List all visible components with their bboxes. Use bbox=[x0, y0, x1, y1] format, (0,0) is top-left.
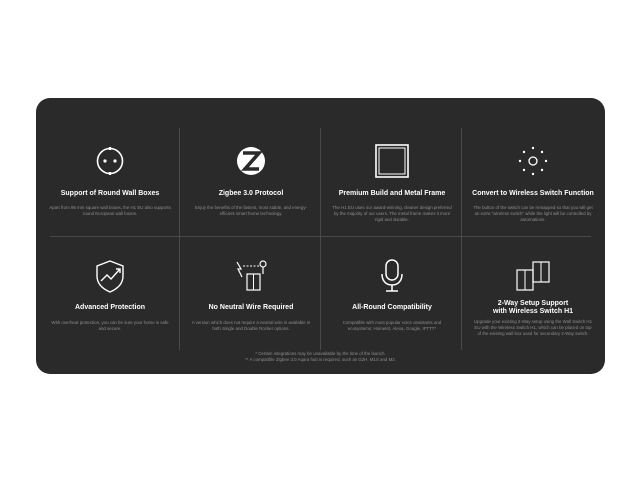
feature-description: Apart from 86 mm square wall boxes, the H1 EU also supports round European wall boxes. bbox=[49, 205, 171, 217]
feature-title: All-Round Compatibility bbox=[352, 304, 432, 311]
feature-advanced-protection bbox=[41, 236, 179, 351]
round-wall-box-icon bbox=[90, 141, 130, 181]
feature-title: Convert to Wireless Switch Function bbox=[472, 190, 594, 197]
vertical-divider bbox=[461, 128, 462, 350]
two-way-switch-icon bbox=[513, 256, 553, 296]
feature-description: The button of the switch can be remapped so that you will get an extra "wireless switch" while the light will be controlled by automations. bbox=[473, 205, 593, 223]
features-card bbox=[36, 98, 605, 374]
feature-title: Premium Build and Metal Frame bbox=[338, 190, 446, 197]
feature-description: Compatible with most popular voice assistants and ecosystems: HomeKit, Alexa, Google, IFTTT* bbox=[342, 320, 442, 332]
feature-title: Advanced Protection bbox=[74, 304, 145, 311]
footnote-line: ** A compatible Zigbee 3.0 Aqara hub is required, such as G2H, M1S and M2. bbox=[245, 357, 396, 363]
shield-icon bbox=[90, 256, 130, 296]
footnote-line: * Certain integrations may be unavailable by the time of the launch. bbox=[255, 351, 386, 356]
zigbee-icon bbox=[231, 141, 271, 181]
feature-compatibility bbox=[323, 236, 461, 351]
feature-zigbee bbox=[182, 98, 320, 236]
feature-description: A version which does not require a neutral wire is available in both Single and Double Rocker options. bbox=[191, 320, 311, 332]
feature-metal-frame bbox=[323, 98, 461, 236]
feature-two-way-setup bbox=[464, 236, 602, 351]
feature-description: With overheat protection, you can be sure your home is safe and secure. bbox=[51, 320, 169, 332]
feature-no-neutral-wire bbox=[182, 236, 320, 351]
feature-round-wall-boxes bbox=[41, 98, 179, 236]
feature-title: No Neutral Wire Required bbox=[208, 304, 294, 311]
feature-wireless-switch bbox=[464, 98, 602, 236]
vertical-divider bbox=[179, 128, 180, 350]
feature-description: Enjoy the benefits of the fastest, most stable, and energy-efficient smart home technology. bbox=[194, 205, 308, 217]
metal-frame-icon bbox=[372, 141, 412, 181]
feature-title: Support of Round Wall Boxes bbox=[60, 190, 160, 197]
feature-description: The H1 EU uses our award-winning, cleaner design preferred by the majority of our users. The metal frame makes it more rigid and durable. bbox=[332, 205, 452, 223]
microphone-icon bbox=[372, 256, 412, 296]
feature-title: Zigbee 3.0 Protocol bbox=[218, 190, 284, 197]
feature-title: 2-Way Setup Support with Wireless Switch H1 bbox=[492, 300, 574, 315]
footnotes bbox=[36, 351, 605, 364]
feature-description: Upgrade your existing 2-Way setup using the Wall Switch H1 EU with the Wireless Switch H1, which can be placed on top of the existing wall box used for secondary 2-Way switch. bbox=[473, 319, 593, 337]
vertical-divider bbox=[320, 128, 321, 350]
wireless-switch-icon bbox=[513, 141, 553, 181]
no-neutral-wire-icon bbox=[231, 256, 271, 296]
